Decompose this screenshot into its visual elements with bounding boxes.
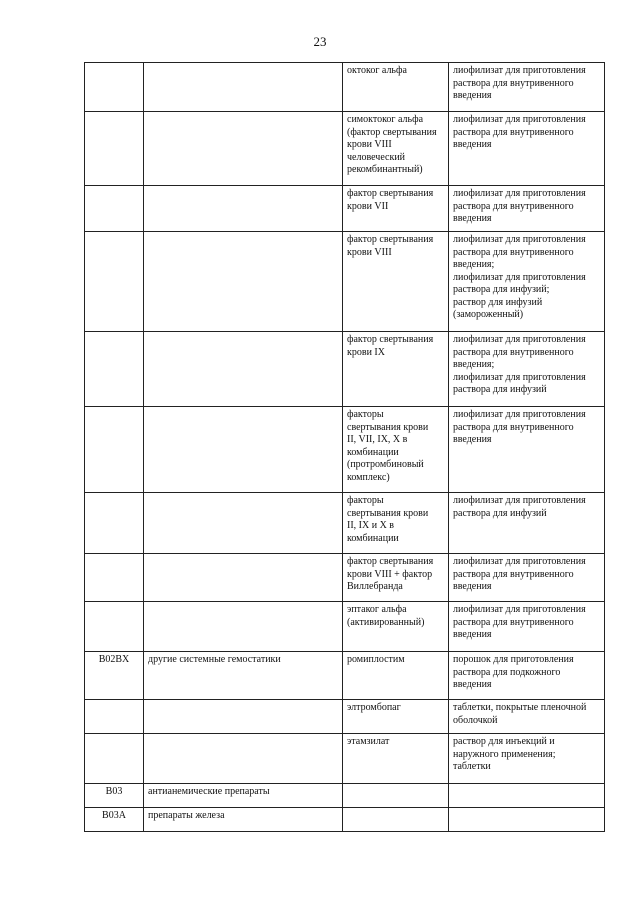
anatomic-group-cell: препараты железа bbox=[144, 808, 343, 832]
table-row bbox=[85, 652, 605, 700]
table-row bbox=[85, 332, 605, 407]
atc-code-cell bbox=[85, 493, 144, 554]
anatomic-group-cell bbox=[144, 332, 343, 407]
inn-cell: фактор свертывания крови VIII + фактор Виллебранда bbox=[343, 554, 449, 602]
inn-cell: октоког альфа bbox=[343, 63, 449, 112]
dosage-form-cell: порошок для приготовления раствора для подкожного введения bbox=[449, 652, 605, 700]
anatomic-group-cell bbox=[144, 407, 343, 493]
atc-code-cell: B02BX bbox=[85, 652, 144, 700]
atc-code-cell: B03 bbox=[85, 784, 144, 808]
atc-code-cell bbox=[85, 332, 144, 407]
table-row bbox=[85, 554, 605, 602]
dosage-form-cell bbox=[449, 808, 605, 832]
anatomic-group-cell bbox=[144, 63, 343, 112]
atc-code-cell bbox=[85, 734, 144, 784]
table-row bbox=[85, 232, 605, 332]
inn-cell bbox=[343, 808, 449, 832]
inn-cell: факторы свертывания крови II, VII, IX, X в комбинации (протромбиновый комплекс) bbox=[343, 407, 449, 493]
atc-code-cell bbox=[85, 554, 144, 602]
table-row bbox=[85, 407, 605, 493]
page-number: 23 bbox=[313, 34, 327, 49]
dosage-form-cell: раствор для инъекций и наружного применения; таблетки bbox=[449, 734, 605, 784]
atc-code-cell bbox=[85, 112, 144, 186]
anatomic-group-cell bbox=[144, 602, 343, 652]
anatomic-group-cell: другие системные гемостатики bbox=[144, 652, 343, 700]
atc-code-cell bbox=[85, 186, 144, 232]
dosage-form-cell: таблетки, покрытые пленочной оболочкой bbox=[449, 700, 605, 734]
atc-code-cell bbox=[85, 602, 144, 652]
anatomic-group-cell bbox=[144, 554, 343, 602]
inn-cell: элтромбопаг bbox=[343, 700, 449, 734]
anatomic-group-cell bbox=[144, 734, 343, 784]
drug-classification-table bbox=[84, 62, 605, 832]
anatomic-group-cell bbox=[144, 700, 343, 734]
dosage-form-cell: лиофилизат для приготовления раствора для внутривенного введения bbox=[449, 63, 605, 112]
table-row bbox=[85, 784, 605, 808]
atc-code-cell bbox=[85, 700, 144, 734]
dosage-form-cell: лиофилизат для приготовления раствора для инфузий bbox=[449, 493, 605, 554]
inn-cell: фактор свертывания крови VIII bbox=[343, 232, 449, 332]
atc-code-cell bbox=[85, 407, 144, 493]
dosage-form-cell: лиофилизат для приготовления раствора для внутривенного введения bbox=[449, 112, 605, 186]
inn-cell bbox=[343, 784, 449, 808]
table-row bbox=[85, 734, 605, 784]
dosage-form-cell bbox=[449, 784, 605, 808]
atc-code-cell: B03A bbox=[85, 808, 144, 832]
dosage-form-cell: лиофилизат для приготовления раствора для внутривенного введения bbox=[449, 407, 605, 493]
dosage-form-cell: лиофилизат для приготовления раствора для внутривенного введения; лиофилизат для приготовления раствора для инфузий bbox=[449, 332, 605, 407]
inn-cell: фактор свертывания крови VII bbox=[343, 186, 449, 232]
inn-cell: симоктоког альфа (фактор свертывания крови VIII человеческий рекомбинантный) bbox=[343, 112, 449, 186]
inn-cell: ромиплостим bbox=[343, 652, 449, 700]
anatomic-group-cell bbox=[144, 186, 343, 232]
inn-cell: факторы свертывания крови II, IX и X в комбинации bbox=[343, 493, 449, 554]
table-row bbox=[85, 493, 605, 554]
dosage-form-cell: лиофилизат для приготовления раствора для внутривенного введения bbox=[449, 186, 605, 232]
inn-cell: фактор свертывания крови IX bbox=[343, 332, 449, 407]
inn-cell: этамзилат bbox=[343, 734, 449, 784]
dosage-form-cell: лиофилизат для приготовления раствора для внутривенного введения; лиофилизат для приготовления раствора для инфузий; раствор для инфузий (замороженный) bbox=[449, 232, 605, 332]
table-row bbox=[85, 186, 605, 232]
atc-code-cell bbox=[85, 63, 144, 112]
table-row bbox=[85, 63, 605, 112]
atc-code-cell bbox=[85, 232, 144, 332]
table-row bbox=[85, 808, 605, 832]
anatomic-group-cell bbox=[144, 232, 343, 332]
table-row bbox=[85, 112, 605, 186]
anatomic-group-cell bbox=[144, 493, 343, 554]
anatomic-group-cell: антианемические препараты bbox=[144, 784, 343, 808]
table-body bbox=[85, 63, 605, 832]
table-row bbox=[85, 602, 605, 652]
dosage-form-cell: лиофилизат для приготовления раствора для внутривенного введения bbox=[449, 554, 605, 602]
table-row bbox=[85, 700, 605, 734]
dosage-form-cell: лиофилизат для приготовления раствора для внутривенного введения bbox=[449, 602, 605, 652]
inn-cell: эптаког альфа (активированный) bbox=[343, 602, 449, 652]
anatomic-group-cell bbox=[144, 112, 343, 186]
